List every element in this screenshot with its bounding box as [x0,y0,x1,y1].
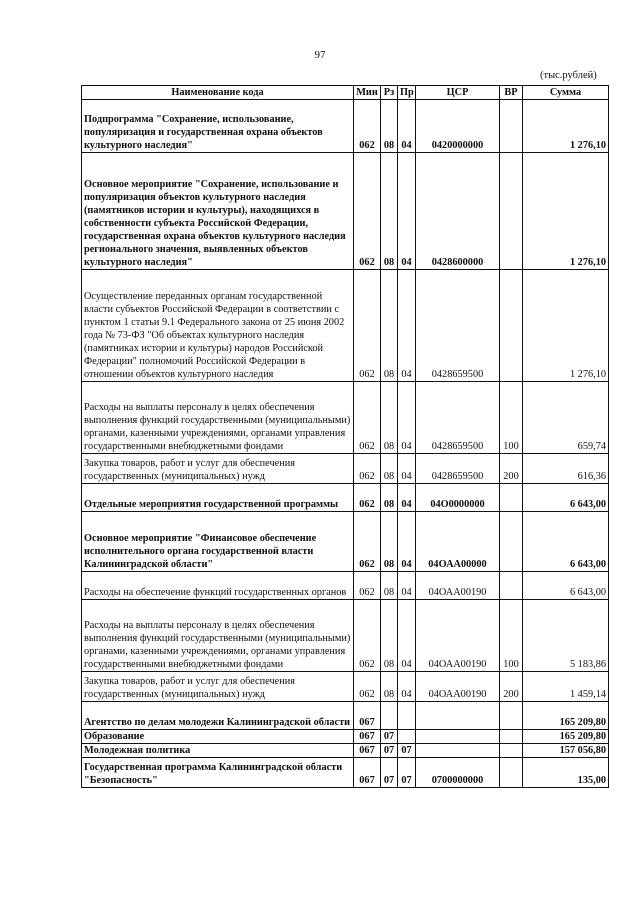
header-vr: ВР [500,86,523,100]
row-csr: 04ОАА00190 [416,572,500,600]
row-rz: 08 [381,572,398,600]
row-vr [500,100,523,153]
table-row [82,672,609,702]
units-label: (тыс.рублей) [540,70,597,81]
row-name: Закупка товаров, работ и услуг для обеспечения государственных (муниципальных) нужд [82,672,354,702]
row-rz: 08 [381,454,398,484]
row-rz: 08 [381,153,398,270]
table-row [82,730,609,744]
row-name: Государственная программа Калининградской области "Безопасность" [82,758,354,788]
row-sum: 5 183,86 [523,600,609,672]
row-name: Осуществление переданных органам государственной власти субъектов Российской Федерации в соответствии с пунктом 1 статьи 9.1 Федерального закона от 25 июня 2002 года № 73-ФЗ "Об объектах культурного наследия (памятниках истории и культуры) народов Российской Федерации" полномочий Российской Федерации в отношении объектов культурного наследия [82,270,354,382]
header-name: Наименование кода [82,86,354,100]
row-vr [500,758,523,788]
row-vr [500,484,523,512]
row-name: Расходы на обеспечение функций государственных органов [82,572,354,600]
row-pr [398,730,416,744]
row-csr: 0420000000 [416,100,500,153]
row-sum: 165 209,80 [523,730,609,744]
row-sum: 1 276,10 [523,100,609,153]
table-row [82,744,609,758]
row-vr [500,153,523,270]
row-rz: 07 [381,758,398,788]
row-pr: 04 [398,572,416,600]
row-name: Агентство по делам молодежи Калининградской области [82,702,354,730]
row-name: Отдельные мероприятия государственной программы [82,484,354,512]
row-vr [500,702,523,730]
page-number: 97 [314,49,326,61]
row-name: Основное мероприятие "Сохранение, использование и популяризация объектов культурного наследия (памятников истории и культуры), находящихся в собственности субъекта Российской Федерации, государственная охрана объектов культурного наследия регионального значения, выявленных объектов культурного наследия" [82,153,354,270]
budget-table [81,85,609,788]
row-csr [416,702,500,730]
row-pr: 04 [398,270,416,382]
table-header-row [82,86,609,100]
row-rz: 07 [381,744,398,758]
row-vr: 200 [500,672,523,702]
row-vr [500,730,523,744]
table-row [82,758,609,788]
table-row [82,100,609,153]
row-csr: 04ОАА00000 [416,512,500,572]
row-min: 062 [354,512,381,572]
row-sum: 1 276,10 [523,270,609,382]
row-min: 062 [354,153,381,270]
row-csr: 04О0000000 [416,484,500,512]
row-pr: 04 [398,100,416,153]
row-vr [500,572,523,600]
header-rz: Рз [381,86,398,100]
row-rz: 08 [381,100,398,153]
table-row [82,600,609,672]
row-csr: 0428600000 [416,153,500,270]
table-row [82,484,609,512]
header-pr: Пр [398,86,416,100]
row-pr: 04 [398,600,416,672]
row-csr: 0428659500 [416,454,500,484]
row-vr [500,512,523,572]
row-vr: 200 [500,454,523,484]
row-rz: 08 [381,484,398,512]
row-csr [416,730,500,744]
row-sum: 135,00 [523,758,609,788]
table-row [82,153,609,270]
row-pr: 07 [398,744,416,758]
row-min: 062 [354,572,381,600]
header-sum: Сумма [523,86,609,100]
row-pr: 04 [398,454,416,484]
row-vr: 100 [500,600,523,672]
row-pr: 04 [398,484,416,512]
row-csr [416,744,500,758]
table-row [82,702,609,730]
header-min: Мин [354,86,381,100]
row-pr: 04 [398,382,416,454]
row-sum: 157 056,80 [523,744,609,758]
row-min: 062 [354,484,381,512]
row-sum: 6 643,00 [523,572,609,600]
row-name: Основное мероприятие "Финансовое обеспечение исполнительного органа государственной власти Калининградской области" [82,512,354,572]
row-csr: 0428659500 [416,382,500,454]
row-min: 062 [354,270,381,382]
row-min: 067 [354,702,381,730]
row-rz: 07 [381,730,398,744]
row-name: Закупка товаров, работ и услуг для обеспечения государственных (муниципальных) нужд [82,454,354,484]
table-row [82,454,609,484]
row-rz [381,702,398,730]
row-sum: 616,36 [523,454,609,484]
row-sum: 1 276,10 [523,153,609,270]
row-rz: 08 [381,600,398,672]
row-min: 062 [354,100,381,153]
row-rz: 08 [381,382,398,454]
row-name: Подпрограмма "Сохранение, использование, популяризация и государственная охрана объектов культурного наследия" [82,100,354,153]
row-pr [398,702,416,730]
row-vr [500,270,523,382]
table-row [82,382,609,454]
row-min: 067 [354,730,381,744]
table-row [82,270,609,382]
row-name: Расходы на выплаты персоналу в целях обеспечения выполнения функций государственными (муниципальными) органами, казенными учреждениями, органами управления государственными внебюджетными фондами [82,382,354,454]
row-csr: 04ОАА00190 [416,672,500,702]
row-min: 062 [354,382,381,454]
row-pr: 04 [398,672,416,702]
row-sum: 165 209,80 [523,702,609,730]
row-sum: 659,74 [523,382,609,454]
row-name: Образование [82,730,354,744]
row-pr: 04 [398,153,416,270]
row-rz: 08 [381,512,398,572]
row-sum: 6 643,00 [523,512,609,572]
row-vr: 100 [500,382,523,454]
row-min: 062 [354,454,381,484]
row-csr: 0428659500 [416,270,500,382]
row-name: Расходы на выплаты персоналу в целях обеспечения выполнения функций государственными (муниципальными) органами, казенными учреждениями, органами управления государственными внебюджетными фондами [82,600,354,672]
row-sum: 6 643,00 [523,484,609,512]
row-min: 067 [354,758,381,788]
header-csr: ЦСР [416,86,500,100]
table-row [82,572,609,600]
row-pr: 07 [398,758,416,788]
row-min: 067 [354,744,381,758]
row-csr: 04ОАА00190 [416,600,500,672]
row-csr: 0700000000 [416,758,500,788]
row-rz: 08 [381,672,398,702]
table-row [82,512,609,572]
row-vr [500,744,523,758]
row-rz: 08 [381,270,398,382]
row-pr: 04 [398,512,416,572]
row-sum: 1 459,14 [523,672,609,702]
row-min: 062 [354,600,381,672]
row-name: Молодежная политика [82,744,354,758]
row-min: 062 [354,672,381,702]
